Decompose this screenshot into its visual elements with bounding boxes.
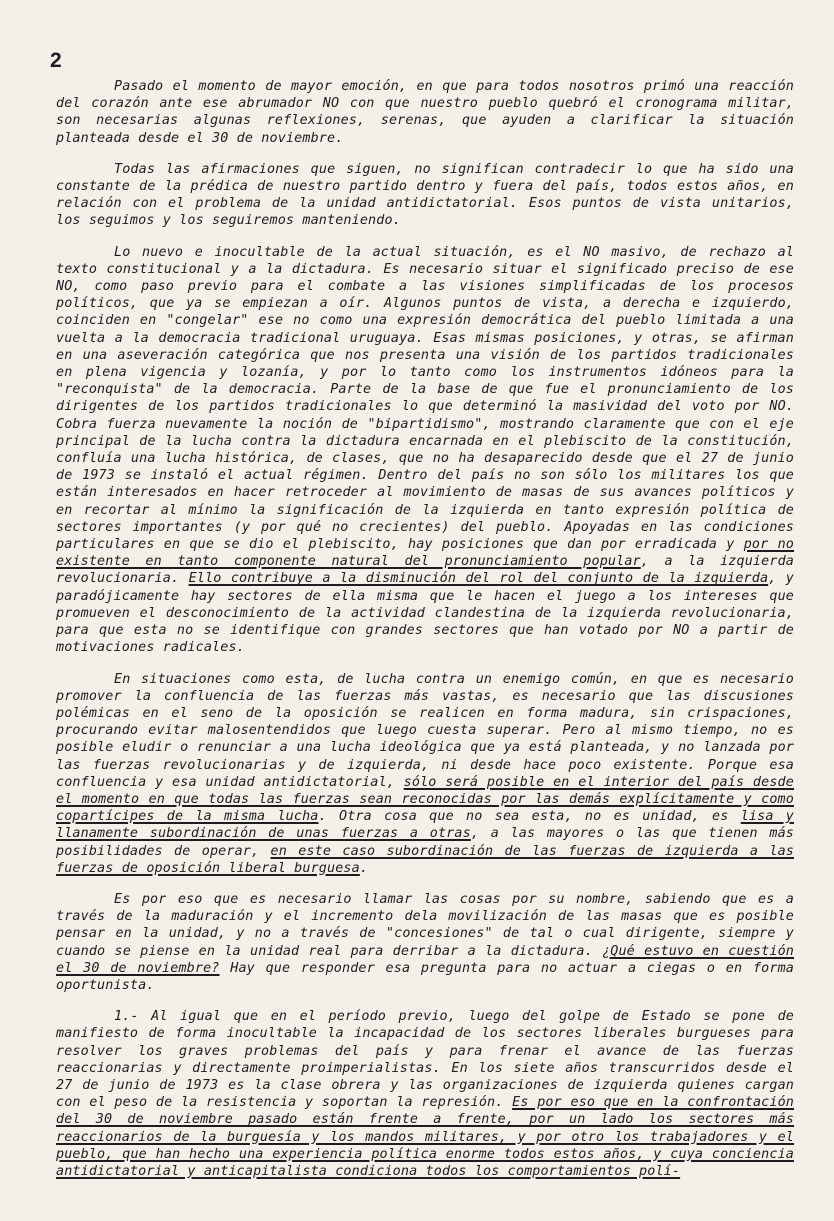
paragraph-text: Hay que responder esa pregunta para no actuar a ciegas o en forma oportunista.: [56, 960, 794, 993]
underlined-text: en este caso subordinación de las fuerzas de izquierda a las fuerzas de oposición liberal burguesa: [56, 843, 794, 876]
underlined-text: Es por eso que en la confrontación del 30 de noviembre pasado están frente a frente, por un lado los sectores más reaccionarios de la burguesía y los mandos militares, y por otro los trabajadores y el pueblo, que han hecho una experiencia política enorme todos estos años, y cuya conciencia antidictatorial y anticapitalista condiciona todos los comportamientos polí-: [56, 1095, 795, 1179]
paragraph-text: 1.- Al igual que en el período previo, luego del golpe de Estado se pone de manifiesto de forma inocultable la incapacidad de los sectores liberales burgueses para resolver los graves problemas del país y para frenar el avance de las fuerzas reaccionarias y directamente proimperialistas. En los siete años transcurridos desde el 27 de junio de 1973 es la clase obrera y las organizaciones de izquierda quienes cargan con el peso de la resistencia y soportan la represión.: [56, 1009, 794, 1111]
page-number: 2: [50, 49, 62, 72]
document-body: [56, 78, 794, 1180]
paragraph: [56, 671, 794, 877]
paragraph: [56, 78, 794, 147]
paragraph: [56, 161, 794, 230]
paragraph-text: Es por eso que es necesario llamar las cosas por su nombre, sabiendo que es a través de la maduración y el incremento dela movilización de las masas que es posible pensar en la unidad, y no a través de "concesiones" de tal o cual dirigente, siempre y cuando se piense en la unidad real para derribar a la dictadura.: [56, 891, 794, 959]
paragraph-text: Lo nuevo e inocultable de la actual situación, es el NO masivo, de rechazo al texto constitucional y a la dictadura. Es necesario situar el significado preciso de ese NO, como paso previo para el combate a las visiones simplificadas de los procesos políticos, que ya se empiezan a oír. Algunos puntos de vista, a derecha e izquierdo, coinciden en "congelar" ese no como una expresión democrática del pueblo limitada a una vuelta a la democracia tradicional uruguaya. Esas mismas posiciones, y otras, se afirman en una aseveración categórica que nos presenta una visión de los partidos tradicionales en plena vigencia y lozanía, y por lo tanto como los instrumentos idóneos para la "reconquista" de la democracia. Parte de la base de que fue el pronunciamiento de los dirigentes de los partidos tradicionales lo que determinó la masividad del voto por NO. Cobra fuerza nuevamente la noción de "bipartidismo", mostrando claramente que con el eje principal de la lucha contra la dictadura encarnada en el plebiscito de la constitución, confluía una lucha histórica, de clases, que no ha desaparecido desde que el 27 de junio de 1973 se instaló el actual régimen. Dentro del país no son sólo los militares los que están interesados en hacer retroceder al movimiento de masas de sus avances políticos y en recortar al mínimo la significación de la izquierda en tanto expresión política de sectores importantes (y por qué no crecientes) del pueblo. Apoyadas en las condiciones particulares en que se dio el plebiscito, hay posiciones que dan por erradicada y: [56, 244, 794, 553]
paragraph-text: , y paradójicamente hay sectores de ella misma que le hacen el juego a los intereses que promueven el desconocimiento de la actividad clandestina de la izquierda revolucionaria, para que esta no se identifique con grandes sectores que han votado por NO a partir de motivaciones radicales.: [56, 571, 795, 656]
paragraph-text: Todas las afirmaciones que siguen, no significan contradecir lo que ha sido una constante de la prédica de nuestro partido dentro y fuera del país, todos estos años, en relación con el problema de la unidad antidictatorial. Esos puntos de vista unitarios, los seguimos y los seguiremos manteniendo.: [56, 161, 794, 229]
paragraph-text: , a las mayores o las que tienen más posibilidades de operar,: [56, 826, 794, 859]
paragraph-text: .: [359, 860, 369, 876]
underlined-text: sólo será posible en el interior del país desde el momento en que todas las fuerzas sean reconocidas por las demás explícitamente y como copartícipes de la misma lucha: [56, 774, 794, 825]
underlined-text: por no existente en tanto componente natural del pronunciamiento popular: [56, 537, 794, 570]
underlined-text: lisa y llanamente subordinación de unas fuerzas a otras: [56, 809, 794, 842]
paragraph-text: , a la izquierda revolucionaria.: [56, 554, 794, 587]
underlined-text: Ello contribuye a la disminución del rol del conjunto de la izquierda: [188, 571, 769, 587]
underlined-text: ¿Qué estuvo en cuestión el 30 de noviembre?: [56, 943, 794, 976]
paragraph-text: En situaciones como esta, de lucha contra un enemigo común, en que es necesario promover la confluencia de las fuerzas más vastas, es necesario que las discusiones polémicas en el seno de la oposición se realicen en forma madura, sin crispaciones, procurando evitar malosentendidos que luego cuesta superar. Pero al mismo tiempo, no es posible eludir o renunciar a una lucha ideológica que ya está planteada, y no lanzada por las fuerzas revolucionarias y de izquierda, ni desde hace poco existente. Porque esa confluencia y esa unidad antidictatorial,: [56, 671, 794, 790]
paragraph-text: Pasado el momento de mayor emoción, en que para todos nosotros primó una reacción del corazón ante ese abrumador NO con que nuestro pueblo quebró el cronograma militar, son necesarias algunas reflexiones, serenas, que ayuden a clarificar la situación planteada desde el 30 de noviembre.: [56, 79, 794, 146]
paragraph-text: . Otra cosa que no sea esta, no es unidad, es: [318, 809, 741, 825]
paragraph: [56, 891, 794, 994]
paragraph: [56, 1008, 794, 1180]
paragraph: [56, 244, 794, 657]
